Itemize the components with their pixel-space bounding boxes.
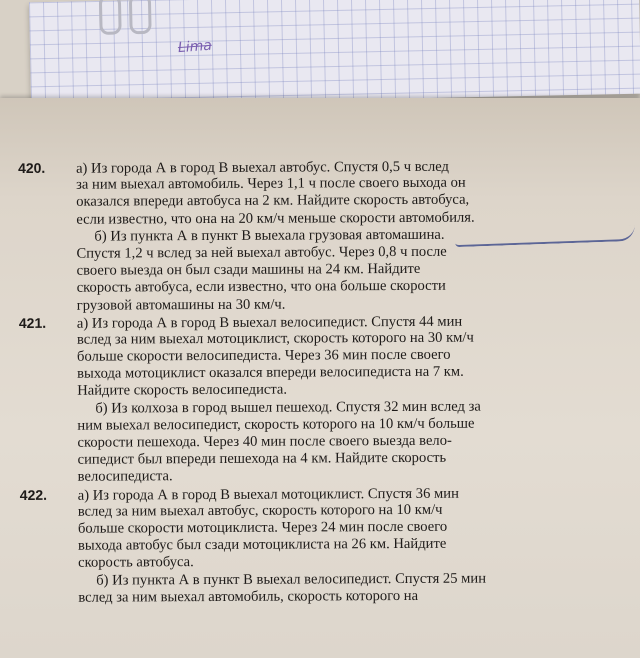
problems-text [18, 157, 622, 607]
problem-line: больше скорости мотоциклиста. Через 24 мин после своего [77, 518, 448, 537]
problem-number: 420. [18, 159, 46, 176]
problem-line: больше скорости велосипедиста. Через 36 мин после своего [76, 346, 451, 365]
problem-number: 422. [19, 486, 48, 503]
spiral-ring-icon [99, 0, 122, 35]
problem-line: за ним выехал автомобиль. Через 1,1 ч после своего выхода он [76, 174, 466, 193]
spiral-ring-icon [129, 0, 152, 34]
problem-line: б) Из колхоза в город вышел пешеход. Спустя 32 мин вслед за [95, 398, 481, 417]
problem-line: вслед за ним выехал автомобиль, скорость которого на [78, 587, 419, 606]
problem-line: сипедист был впереди пешехода на 4 км. Найдите скорость [77, 449, 447, 468]
problem-line: если известно, что она на 20 км/ч меньше скорости автомобиля. [76, 209, 475, 228]
problem-line: 420. а) Из города А в город В выехал автобус. Спустя 0,5 ч вслед [18, 158, 450, 177]
problem-line: скорость автобуса, если известно, что она больше скорости [76, 278, 446, 297]
problem-line: б) Из пункта А в пункт В выехала грузовая автомашина. [94, 226, 445, 245]
problem-line: Спустя 1,2 ч вслед за ней выехал автобус. Через 0,8 ч после [76, 243, 447, 262]
problem-line: грузовой автомашины на 30 км/ч. [76, 296, 286, 314]
problem-line: 421. а) Из города А в город В выехал велосипедист. Спустя 44 мин [18, 313, 463, 332]
problem-line: выхода автобус был сзади мотоциклиста на 26 км. Найдите [77, 535, 447, 554]
problem-line: ним выехал велосипедист, скорость которого на 10 км/ч больше [77, 415, 475, 434]
problem-number: 421. [18, 314, 47, 331]
problem-line: 422. а) Из города А в город В выехал мотоциклист. Спустя 36 мин [19, 485, 459, 504]
notebook-sheet [29, 0, 640, 106]
problem-line: вслед за ним выехал автобус, скорость которого на 10 км/ч [77, 501, 443, 520]
problem-line: оказался впереди автобуса на 2 км. Найдите скорость автобуса, [76, 192, 470, 211]
problem-line: б) Из пункта А в пункт В выехал велосипедист. Спустя 25 мин [96, 570, 487, 589]
problem-line: Найдите скорость велосипедиста. [77, 382, 288, 400]
problem-line: велосипедиста. [77, 468, 173, 486]
problem-line: выхода мотоциклист оказался впереди велосипедиста на 7 км. [77, 363, 464, 382]
problem-line: вслед за ним выехал мотоциклист, скорость которого на 30 км/ч [76, 329, 474, 348]
problem-line: своего выезда он был сзади машины на 24 км. Найдите [76, 261, 421, 279]
problem-line: скорость автобуса. [78, 554, 194, 572]
notebook-scribble: Lima [177, 37, 213, 57]
problem-line: скорости пешехода. Через 40 мин после своего выезда вело- [77, 432, 452, 451]
